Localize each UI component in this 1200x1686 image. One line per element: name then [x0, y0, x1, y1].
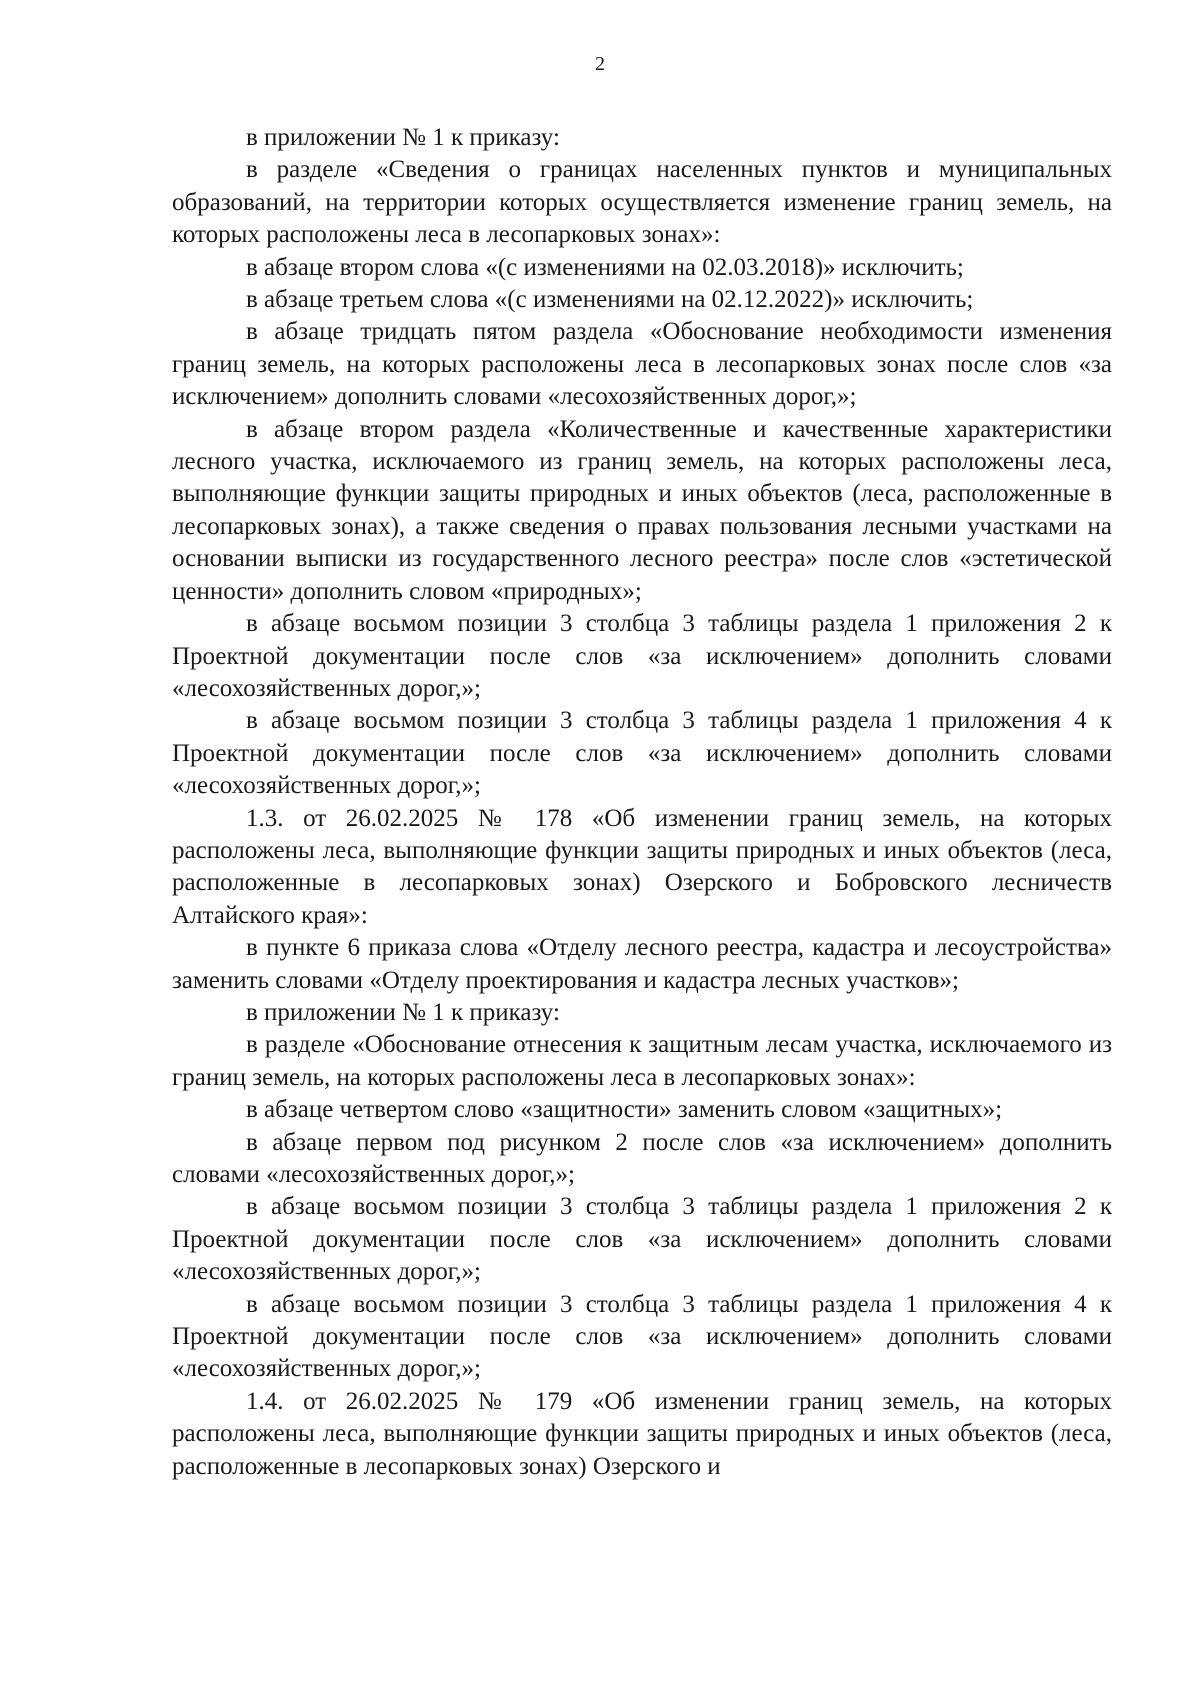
document-body: [172, 122, 1112, 1483]
paragraph: в абзаце втором раздела «Количественные и качественные характеристики лесного участка, исключаемого из границ земель, на которых расположены леса, выполняющие функции защиты природных и иных объектов (леса, расположенные в лесопарковых зонах), а также сведения о правах пользования лесными участками на основании выписки из государственного лесного реестра» после слов «эстетической ценности» дополнить словом «природных»;: [172, 415, 1112, 605]
paragraph: в абзаце первом под рисунком 2 после слов «за исключением» дополнить словами «лесохозяйственных дорог,»;: [172, 1128, 1112, 1188]
paragraph: 1.4. от 26.02.2025 № 179 «Об изменении границ земель, на которых расположены леса, выполняющие функции защиты природных и иных объектов (леса, расположенные в лесопарковых зонах) Озерского и: [172, 1387, 1112, 1480]
paragraph: в абзаце третьем слова «(с изменениями на 02.12.2022)» исключить;: [246, 286, 974, 314]
paragraph: в абзаце тридцать пятом раздела «Обоснование необходимости изменения границ земель, на которых расположены леса в лесопарковых зонах после слов «за исключением» дополнить словами «лесохозяйственных дорог,»;: [172, 318, 1112, 411]
paragraph: в абзаце восьмом позиции 3 столбца 3 таблицы раздела 1 приложения 2 к Проектной документации после слов «за исключением» дополнить словами «лесохозяйственных дорог,»;: [172, 610, 1112, 702]
paragraph: 1.3. от 26.02.2025 № 178 «Об изменении границ земель, на которых расположены леса, выполняющие функции защиты природных и иных объектов (леса, расположенные в лесопарковых зонах) Озерского и Бобровского лесничеств Алтайского края»:: [172, 804, 1112, 929]
paragraph: в абзаце втором слова «(с изменениями на 02.03.2018)» исключить;: [246, 253, 964, 281]
paragraph: в приложении № 1 к приказу:: [246, 124, 560, 151]
paragraph: в приложении № 1 к приказу:: [246, 998, 560, 1026]
page-number: 2: [595, 53, 605, 75]
paragraph: в абзаце восьмом позиции 3 столбца 3 таблицы раздела 1 приложения 4 к Проектной документации после слов «за исключением» дополнить словами «лесохозяйственных дорог,»;: [172, 1290, 1112, 1383]
paragraph: в абзаце четвертом слово «защитности» заменить словом «защитных»;: [246, 1096, 1003, 1124]
paragraph: в абзаце восьмом позиции 3 столбца 3 таблицы раздела 1 приложения 2 к Проектной документации после слов «за исключением» дополнить словами «лесохозяйственных дорог,»;: [172, 1193, 1112, 1286]
paragraph: в пункте 6 приказа слова «Отделу лесного реестра, кадастра и лесоустройства» заменить словами «Отделу проектирования и кадастра лесных участков»;: [172, 934, 1112, 994]
paragraph: в абзаце восьмом позиции 3 столбца 3 таблицы раздела 1 приложения 4 к Проектной документации после слов «за исключением» дополнить словами «лесохозяйственных дорог,»;: [172, 707, 1112, 800]
paragraph: в разделе «Сведения о границах населенных пунктов и муниципальных образований, на территории которых осуществляется изменение границ земель, на которых расположены леса в лесопарковых зонах»:: [172, 156, 1112, 249]
paragraph: в разделе «Обоснование отнесения к защитным лесам участка, исключаемого из границ земель, на которых расположены леса в лесопарковых зонах»:: [172, 1031, 1112, 1091]
